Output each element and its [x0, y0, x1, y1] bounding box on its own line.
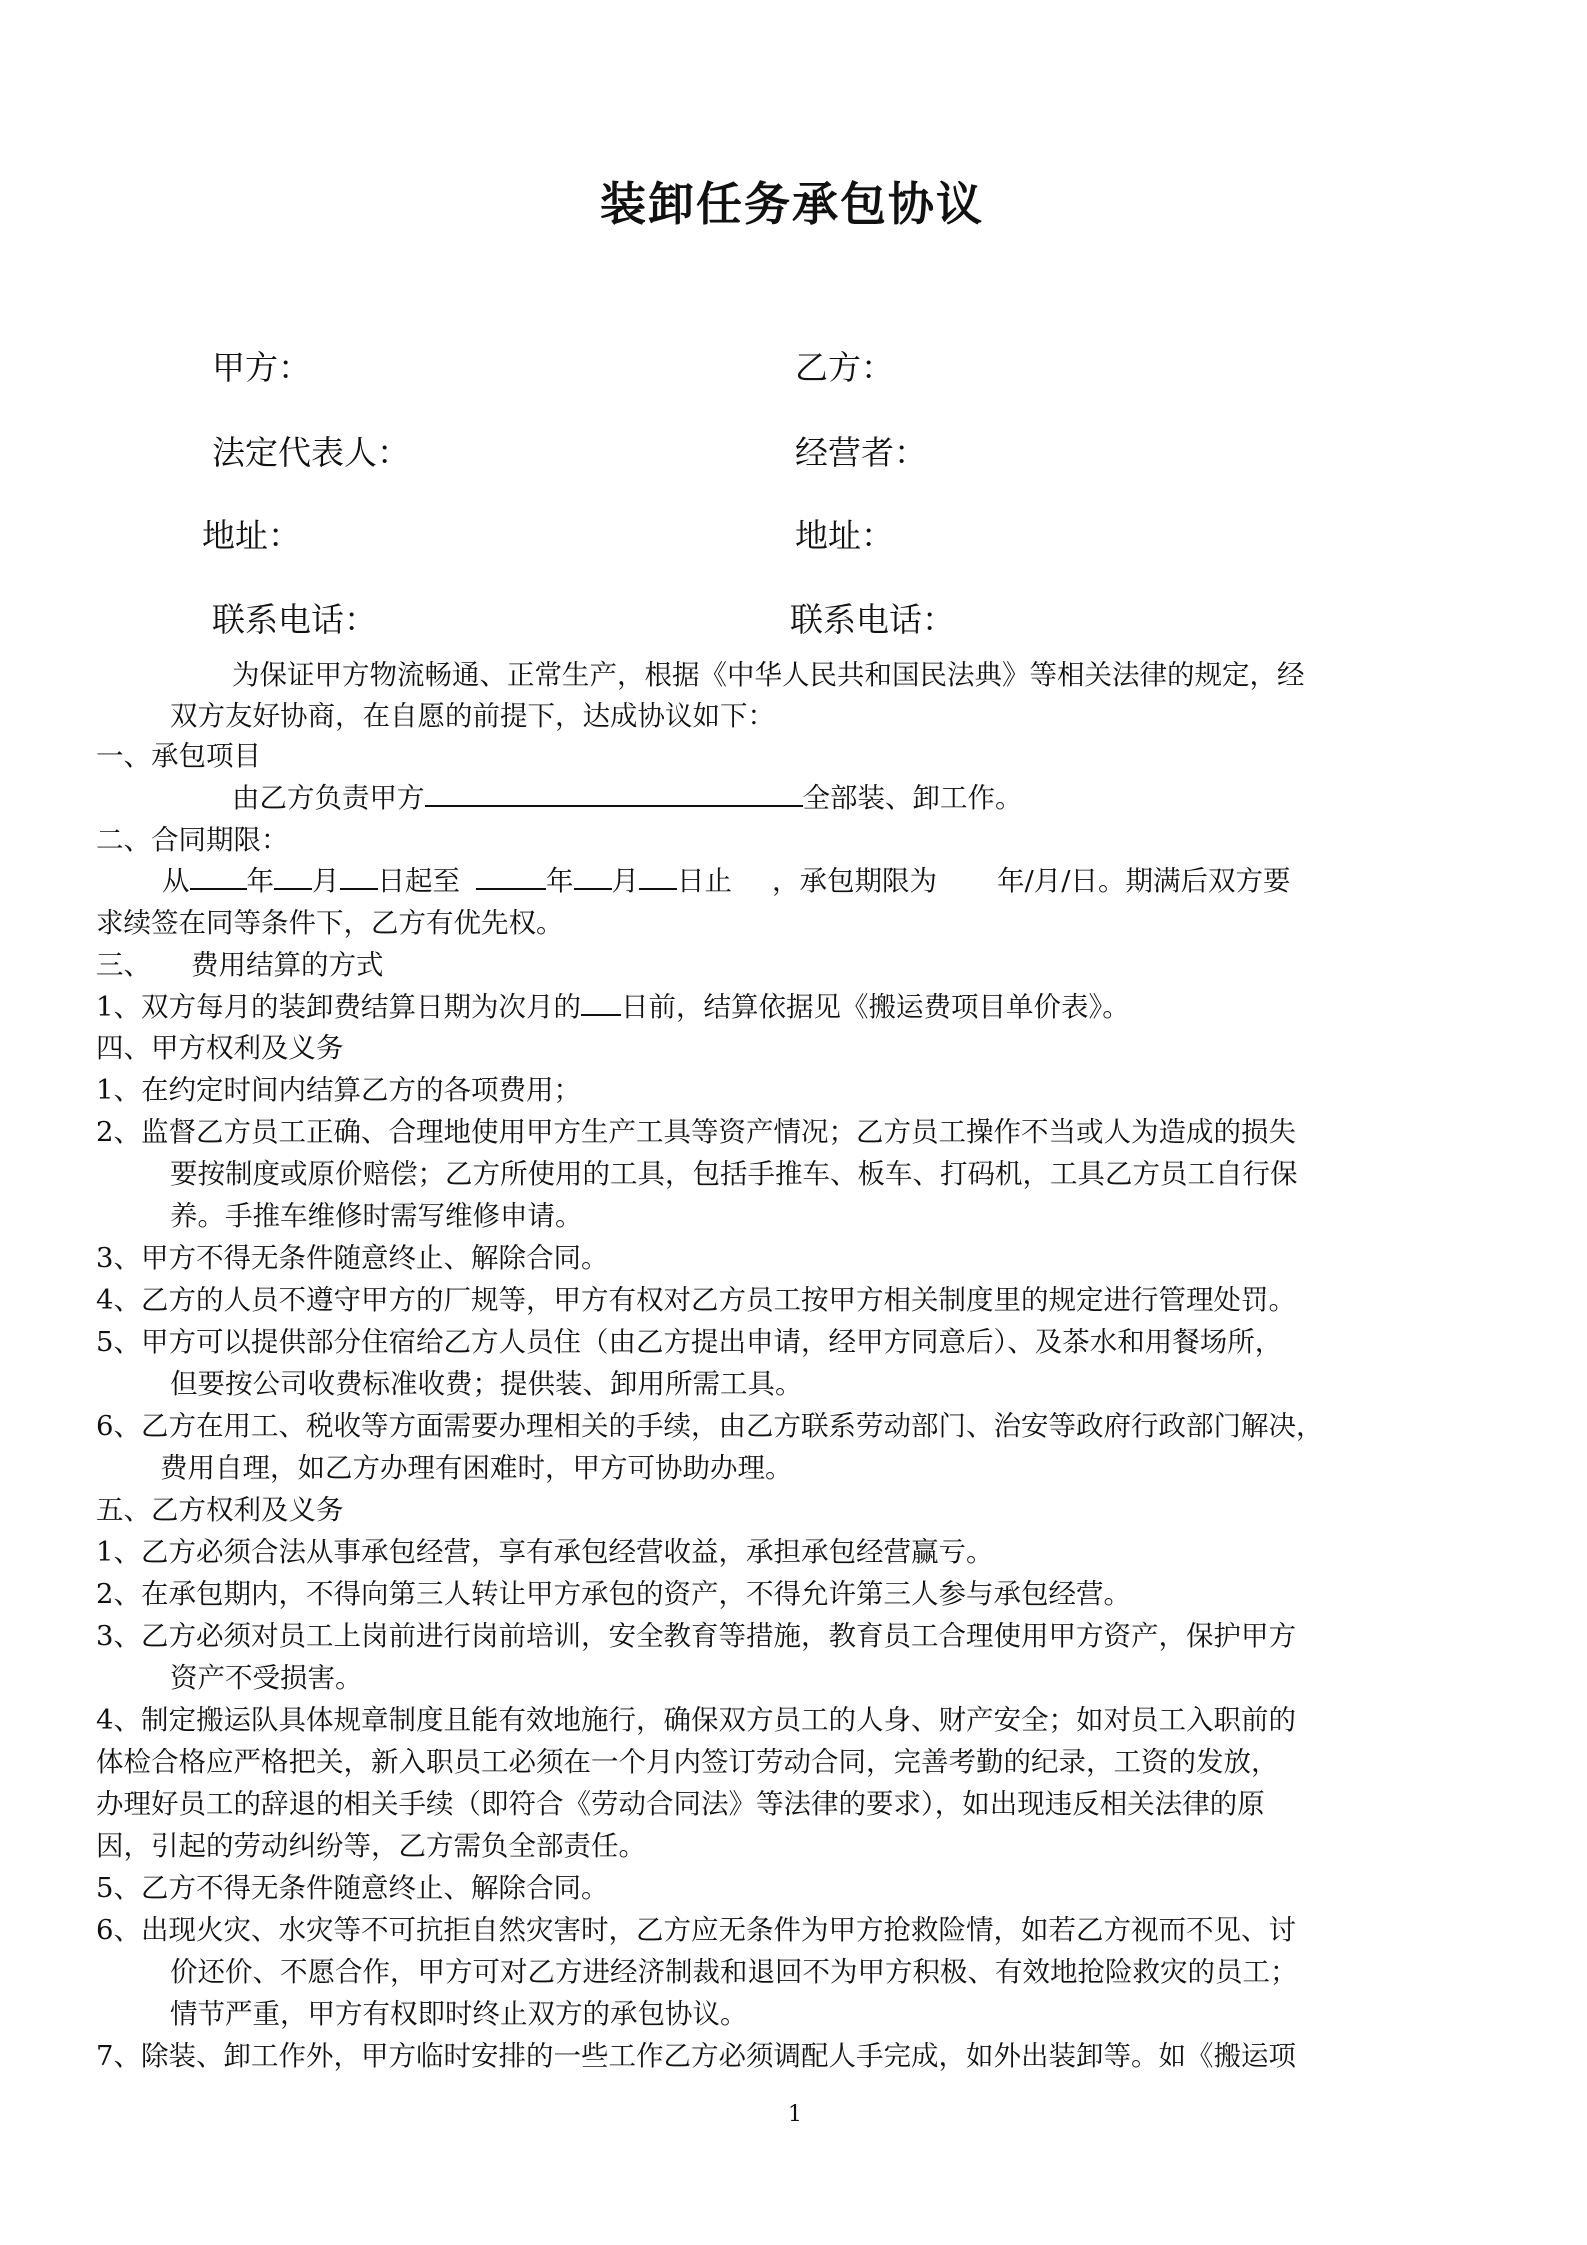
s4-line: 但要按公司收费标准收费；提供装、卸用所需工具。 — [170, 1368, 803, 1400]
blank-start-day — [340, 887, 378, 890]
section-3-heading — [96, 949, 384, 981]
blank-end-year — [476, 887, 546, 890]
s4-line: 费用自理，如乙方办理有困难时，甲方可协助办理。 — [160, 1452, 793, 1484]
section-1-item — [232, 782, 1023, 814]
s5-line: 2、在承包期内，不得向第三人转让甲方承包的资产，不得允许第三人参与承包经营。 — [96, 1578, 1131, 1610]
intro-line-2: 双方友好协商，在自愿的前提下，达成协议如下： — [170, 700, 775, 732]
section-5-heading: 五、乙方权利及义务 — [96, 1494, 344, 1526]
party-a-label: 甲方： — [212, 348, 311, 387]
section-2-heading: 二、合同期限： — [96, 824, 289, 856]
term-month-2: 月 — [611, 865, 639, 897]
s5-line: 资产不受损害。 — [170, 1662, 363, 1694]
s4-line: 1、在约定时间内结算乙方的各项费用； — [96, 1074, 581, 1106]
page-number: 1 — [788, 2102, 802, 2127]
section-4-heading: 四、甲方权利及义务 — [96, 1032, 344, 1064]
s5-line: 体检合格应严格把关，新入职员工必须在一个月内签订劳动合同，完善考勤的纪录，工资的发放， — [96, 1746, 1279, 1778]
term-month-1: 月 — [312, 865, 340, 897]
blank-settlement-day — [581, 1013, 621, 1016]
s5-line: 6、出现火灾、水灾等不可抗拒自然灾害时，乙方应无条件为甲方抢救险情，如若乙方视而不见、讨 — [96, 1914, 1296, 1946]
s5-line: 因，引起的劳动纠纷等，乙方需负全部责任。 — [96, 1830, 646, 1862]
party-a-address-label: 地址： — [202, 516, 301, 555]
blank-end-month — [574, 887, 612, 890]
blank-start-month — [274, 887, 312, 890]
blank-end-day — [639, 887, 677, 890]
operator-label: 经营者： — [795, 433, 927, 472]
section-2-term-line — [162, 865, 1291, 897]
s4-line: 5、甲方可以提供部分住宿给乙方人员住（由乙方提出申请，经甲方同意后）、及茶水和用餐场所， — [96, 1326, 1283, 1358]
section-3-title: 费用结算的方式 — [191, 949, 384, 981]
s4-line: 3、甲方不得无条件随意终止、解除合同。 — [96, 1242, 609, 1274]
s5-line: 1、乙方必须合法从事承包经营，享有承包经营收益，承担承包经营赢亏。 — [96, 1536, 994, 1568]
s5-line: 5、乙方不得无条件随意终止、解除合同。 — [96, 1872, 609, 1904]
s4-line: 4、乙方的人员不遵守甲方的厂规等，甲方有权对乙方员工按甲方相关制度里的规定进行管理处罚。 — [96, 1284, 1296, 1316]
term-day-to: 日止 — [677, 865, 732, 897]
s5-line: 价还价、不愿合作，甲方可对乙方进经济制裁和退回不为甲方积极、有效地抢险救灾的员工； — [170, 1956, 1298, 1988]
s5-line: 办理好员工的辞退的相关手续（即符合《劳动合同法》等法律的要求），如出现违反相关法律的原 — [96, 1788, 1265, 1820]
intro-line-1: 为保证甲方物流畅通、正常生产，根据《中华人民共和国民法典》等相关法律的规定，经 — [232, 659, 1305, 691]
blank-scope — [425, 804, 803, 807]
s4-line: 6、乙方在用工、税收等方面需要办理相关的手续，由乙方联系劳动部门、治安等政府行政部门解决， — [96, 1410, 1324, 1442]
section-2-cont: 求续签在同等条件下，乙方有优先权。 — [96, 907, 564, 939]
term-year-2: 年 — [546, 865, 574, 897]
section-3-number: 三、 — [96, 949, 151, 981]
s4-line: 养。手推车维修时需写维修申请。 — [170, 1200, 583, 1232]
s5-line: 3、乙方必须对员工上岗前进行岗前培训，安全教育等措施，教育员工合理使用甲方资产，保护甲方 — [96, 1620, 1296, 1652]
section-3-item-1 — [96, 991, 1130, 1023]
party-b-phone-label: 联系电话： — [790, 600, 955, 639]
s5-line: 4、制定搬运队具体规章制度且能有效地施行，确保双方员工的人身、财产安全；如对员工入职前的 — [96, 1704, 1296, 1736]
s5-line: 7、除装、卸工作外，甲方临时安排的一些工作乙方必须调配人手完成，如外出装卸等。如《搬运项 — [96, 2040, 1296, 2072]
legal-representative-label: 法定代表人： — [212, 433, 410, 472]
term-day-from: 日起至 — [377, 865, 460, 897]
settlement-pre: 1、双方每月的装卸费结算日期为次月的 — [96, 991, 581, 1023]
term-ymd: 年/月/日。期满后双方要 — [997, 865, 1291, 897]
party-a-phone-label: 联系电话： — [212, 600, 377, 639]
term-period: ，承包期限为 — [772, 865, 937, 897]
s4-line: 要按制度或原价赔偿；乙方所使用的工具，包括手推车、板车、打码机，工具乙方员工自行保 — [170, 1158, 1298, 1190]
term-from: 从 — [162, 865, 190, 897]
settlement-post: 日前，结算依据见《搬运费项目单价表》。 — [621, 991, 1130, 1023]
section-1-post: 全部装、卸工作。 — [802, 782, 1023, 814]
blank-start-year — [190, 887, 247, 890]
section-1-heading: 一、承包项目 — [96, 740, 261, 772]
s4-line: 2、监督乙方员工正确、合理地使用甲方生产工具等资产情况；乙方员工操作不当或人为造成的损失 — [96, 1116, 1296, 1148]
term-year-1: 年 — [246, 865, 274, 897]
s5-line: 情节严重，甲方有权即时终止双方的承包协议。 — [170, 1998, 748, 2030]
party-b-label: 乙方： — [795, 348, 894, 387]
document-title: 装卸任务承包协议 — [600, 177, 984, 231]
party-b-address-label: 地址： — [795, 516, 894, 555]
section-1-pre: 由乙方负责甲方 — [232, 782, 425, 814]
